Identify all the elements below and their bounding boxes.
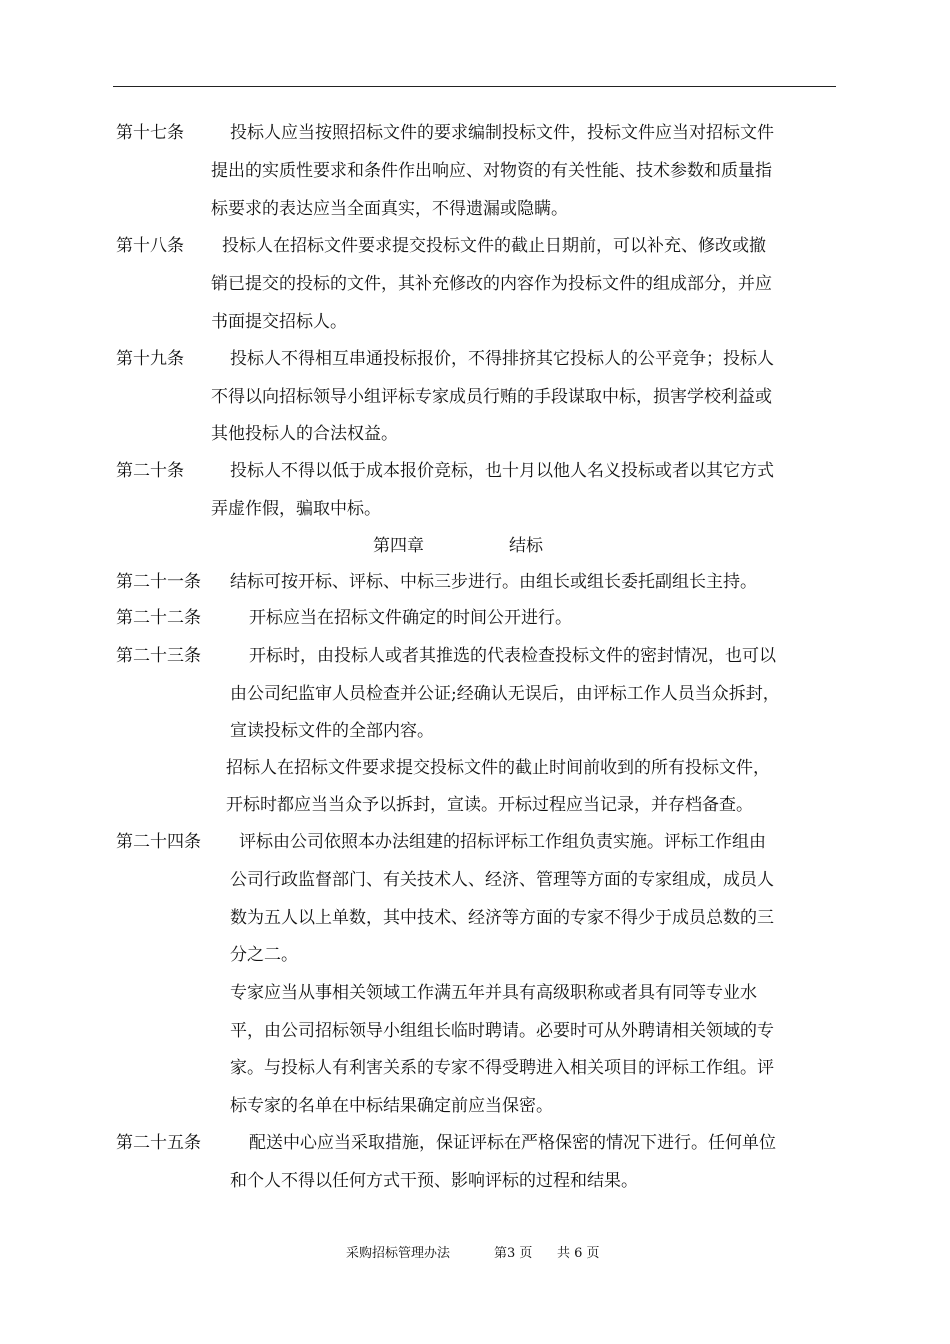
- article-17-line-2: 提出的实质性要求和条件作出响应、对物资的有关性能、技术参数和质量指: [211, 161, 772, 181]
- header-rule: [113, 86, 836, 87]
- footer-page-total: 共 6 页: [557, 1246, 600, 1261]
- article-20-label: 第二十条: [116, 461, 184, 481]
- article-24-line-1: 评标由公司依照本办法组建的招标评标工作组负责实施。评标工作组由: [239, 832, 766, 852]
- article-19-line-1: 投标人不得相互串通投标报价，不得排挤其它投标人的公平竞争；投标人: [230, 349, 774, 369]
- chapter-number: 第四章: [373, 536, 424, 556]
- article-23-line-2: 由公司纪监审人员检查并公证;经确认无误后，由评标工作人员当众拆封，: [230, 684, 780, 704]
- article-24-line-3: 数为五人以上单数，其中技术、经济等方面的专家不得少于成员总数的三: [230, 908, 774, 928]
- article-18-line-2: 销已提交的投标的文件，其补充修改的内容作为投标文件的组成部分，并应: [211, 274, 772, 294]
- article-25-label: 第二十五条: [116, 1133, 201, 1153]
- footer-page-current: 第3 页: [494, 1246, 533, 1261]
- article-21-label: 第二十一条: [116, 572, 201, 592]
- article-23-line-1: 开标时，由投标人或者其推选的代表检查投标文件的密封情况，也可以: [249, 646, 776, 666]
- article-24-line-5: 专家应当从事相关领域工作满五年并具有高级职称或者具有同等专业水: [230, 983, 757, 1003]
- article-24-line-4: 分之二。: [230, 945, 298, 965]
- footer-doc-title: 采购招标管理办法: [346, 1246, 451, 1261]
- article-24-label: 第二十四条: [116, 832, 201, 852]
- article-23-line-5: 开标时都应当当众予以拆封，宣读。开标过程应当记录，并存档备查。: [226, 795, 753, 815]
- article-23-label: 第二十三条: [116, 646, 201, 666]
- article-18-label: 第十八条: [116, 236, 184, 256]
- article-20-line-1: 投标人不得以低于成本报价竞标，也十月以他人名义投标或者以其它方式: [230, 461, 774, 481]
- article-22-label: 第二十二条: [116, 608, 201, 628]
- article-25-line-1: 配送中心应当采取措施，保证评标在严格保密的情况下进行。任何单位: [249, 1133, 776, 1153]
- article-19-line-2: 不得以向招标领导小组评标专家成员行贿的手段谋取中标，损害学校利益或: [211, 387, 772, 407]
- article-18-line-1: 投标人在招标文件要求提交投标文件的截止日期前，可以补充、修改或撤: [222, 236, 766, 256]
- chapter-title: 结标: [509, 536, 543, 556]
- article-24-line-8: 标专家的名单在中标结果确定前应当保密。: [230, 1096, 553, 1116]
- article-20-line-2: 弄虚作假，骗取中标。: [211, 499, 381, 519]
- article-19-line-3: 其他投标人的合法权益。: [211, 424, 398, 444]
- article-17-label: 第十七条: [116, 123, 184, 143]
- article-19-label: 第十九条: [116, 349, 184, 369]
- article-24-line-2: 公司行政监督部门、有关技术人、经济、管理等方面的专家组成，成员人: [230, 870, 774, 890]
- article-24-line-7: 家。与投标人有利害关系的专家不得受聘进入相关项目的评标工作组。评: [230, 1058, 774, 1078]
- article-24-line-6: 平，由公司招标领导小组组长临时聘请。必要时可从外聘请相关领域的专: [230, 1021, 774, 1041]
- article-25-line-2: 和个人不得以任何方式干预、影响评标的过程和结果。: [230, 1171, 638, 1191]
- article-21-line-1: 结标可按开标、评标、中标三步进行。由组长或组长委托副组长主持。: [230, 572, 757, 592]
- article-18-line-3: 书面提交招标人。: [211, 312, 347, 332]
- article-17-line-3: 标要求的表达应当全面真实，不得遗漏或隐瞒。: [211, 199, 568, 219]
- article-23-line-3: 宣读投标文件的全部内容。: [230, 721, 434, 741]
- article-17-line-1: 投标人应当按照招标文件的要求编制投标文件，投标文件应当对招标文件: [230, 123, 774, 143]
- article-23-line-4: 招标人在招标文件要求提交投标文件的截止时间前收到的所有投标文件，: [226, 758, 770, 778]
- article-22-line-1: 开标应当在招标文件确定的时间公开进行。: [249, 608, 572, 628]
